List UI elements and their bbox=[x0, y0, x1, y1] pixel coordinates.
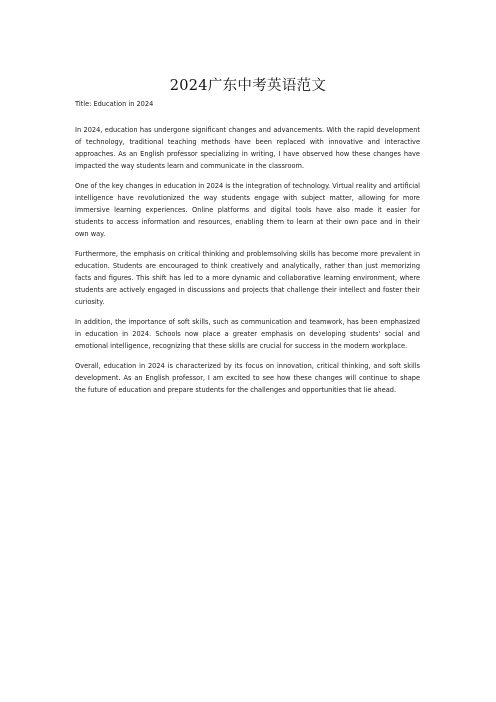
document-title: 2024广东中考英语范文 bbox=[169, 78, 327, 94]
paragraph-4: In addition, the importance of soft skills, such as communication and teamwork, has been emphasized in education in 2024. Schools now place a greater emphasis on developing students' social and emotional intelligence, recognizing that these skills are crucial for success in the modern workplace. bbox=[75, 318, 420, 350]
paragraph-1: In 2024, education has undergone significant changes and advancements. With the rapid development of technology, traditional teaching methods have been replaced with innovative and interactive approaches. As an English professor specializing in writing, I have observed how these changes have impacted the way students learn and communicate in the classroom. bbox=[75, 126, 420, 170]
paragraph-3: Furthermore, the emphasis on critical thinking and problemsolving skills has become more prevalent in education. Students are encouraged to think creatively and analytically, rather than just memorizing facts and figures. This shift has led to a more dynamic and collaborative learning environment, where students are actively engaged in discussions and projects that challenge their intellect and foster their curiosity. bbox=[75, 250, 420, 306]
paragraph-5: Overall, education in 2024 is characterized by its focus on innovation, critical thinking, and soft skills development. As an English professor, I am excited to see how these changes will continue to shape the future of education and prepare students for the challenges and opportunities that lie ahead. bbox=[75, 362, 420, 395]
document-body bbox=[75, 125, 420, 406]
paragraph-2: One of the key changes in education in 2024 is the integration of technology. Virtual reality and artificial intelligence have revolutionized the way students engage with subject matter, allowing for more immersive learning experiences. Online platforms and digital tools have also made it easier for students to access information and resources, enabling them to learn at their own pace and in their own way. bbox=[75, 182, 420, 238]
document-subtitle: Title: Education in 2024 bbox=[75, 100, 154, 108]
